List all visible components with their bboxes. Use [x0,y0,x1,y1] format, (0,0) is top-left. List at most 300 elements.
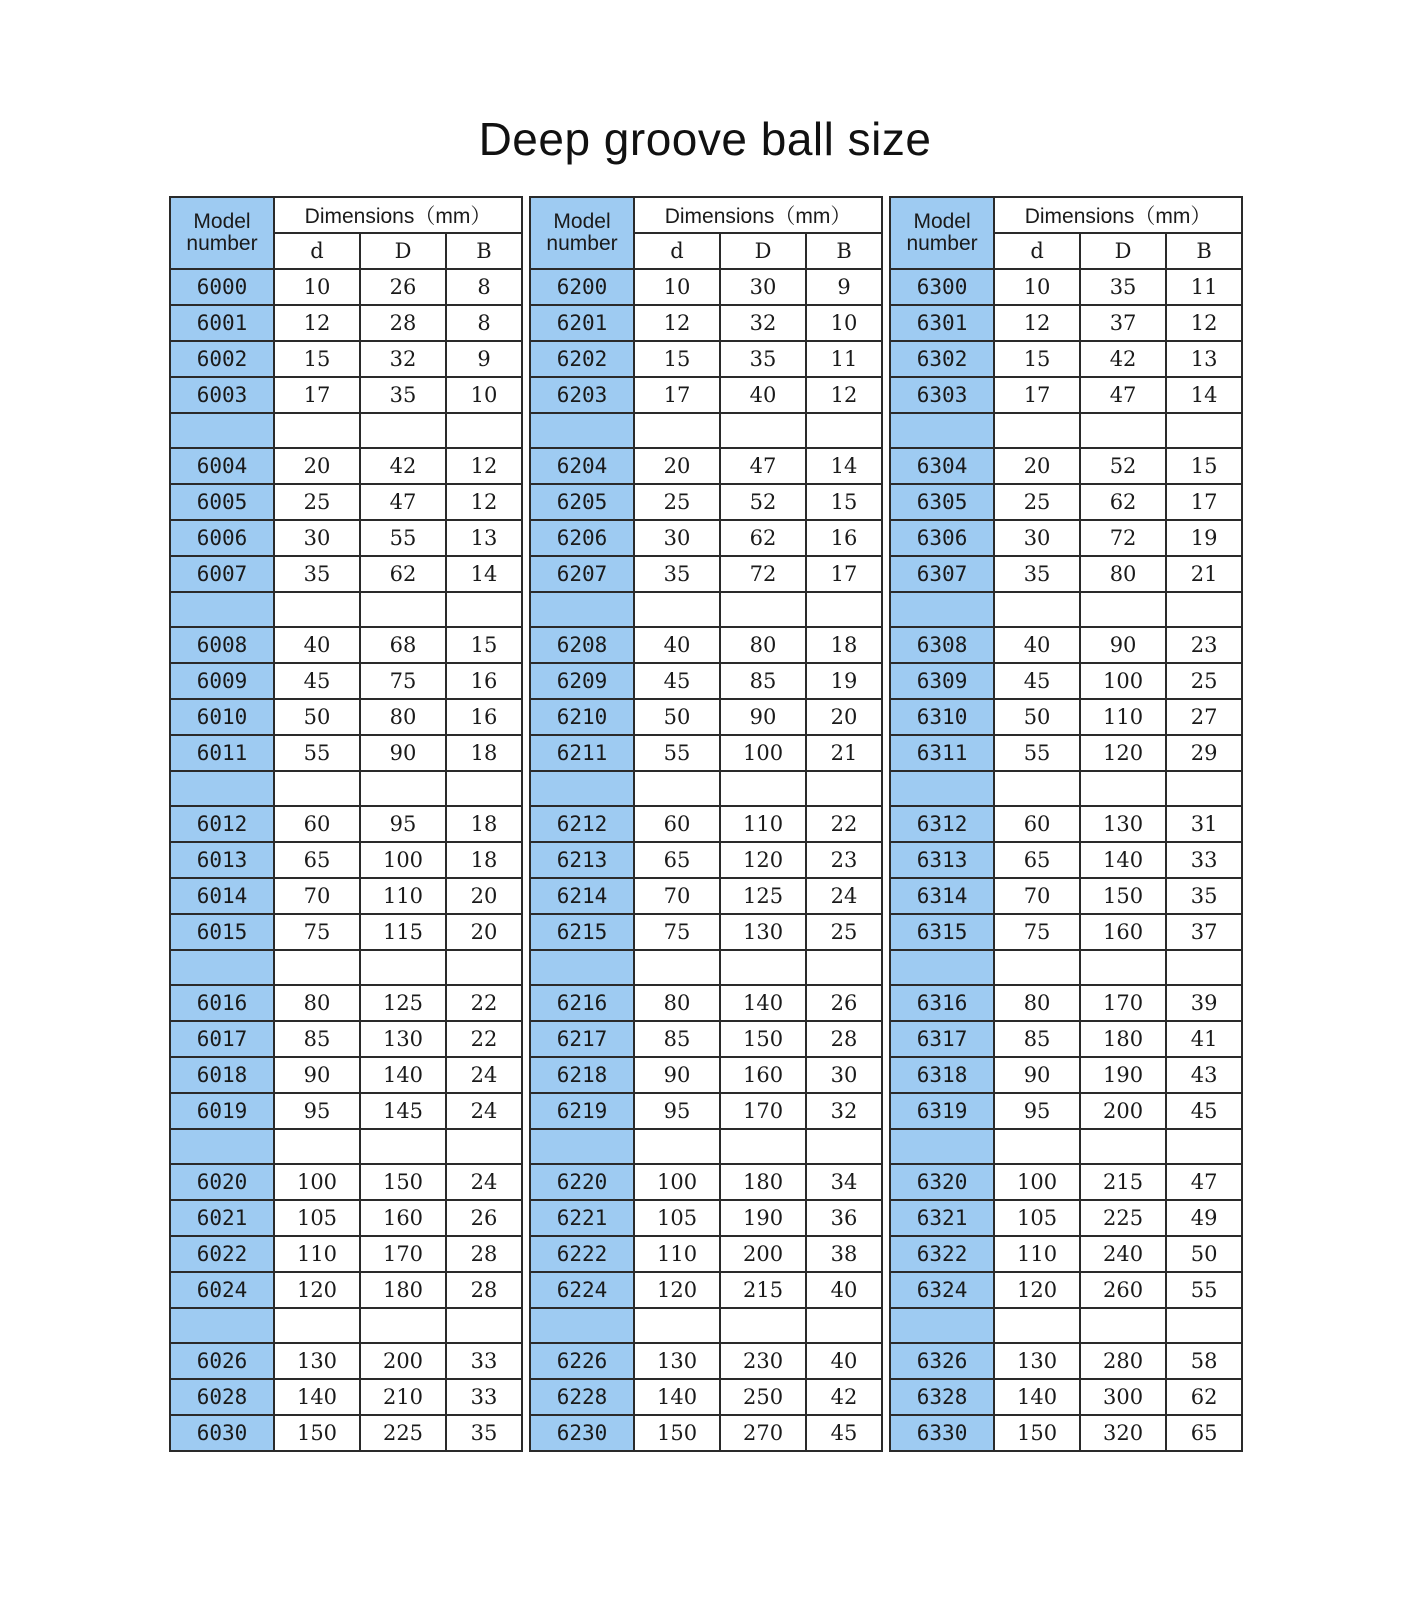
width-cell: 16 [446,699,522,735]
width-cell: 12 [446,448,522,484]
inner-diameter-cell: 70 [994,878,1080,914]
bearing-size-tables [169,196,1241,1444]
outer-diameter-cell: 210 [360,1379,446,1415]
outer-diameter-cell: 150 [720,1021,806,1057]
inner-diameter-cell: 150 [634,1415,720,1451]
spacer-row [890,1129,1242,1164]
outer-diameter-cell: 35 [1080,269,1166,305]
inner-diameter-cell: 25 [274,484,360,520]
width-cell: 35 [1166,878,1242,914]
model-number-cell: 6318 [890,1057,994,1093]
outer-diameter-cell: 130 [720,914,806,950]
inner-diameter-cell: 12 [634,305,720,341]
width-cell: 33 [446,1343,522,1379]
outer-diameter-cell: 100 [720,735,806,771]
outer-diameter-cell: 170 [1080,985,1166,1021]
inner-diameter-cell: 70 [634,878,720,914]
model-number-cell: 6002 [170,341,274,377]
model-number-cell: 6028 [170,1379,274,1415]
model-number-cell: 6216 [530,985,634,1021]
spacer-cell [446,1129,522,1164]
width-cell: 20 [446,914,522,950]
inner-diameter-cell: 150 [994,1415,1080,1451]
table-row [170,1057,522,1093]
spacer-row [170,592,522,627]
model-number-cell: 6317 [890,1021,994,1057]
table-row [890,341,1242,377]
table-row [170,663,522,699]
model-number-cell: 6015 [170,914,274,950]
table-row [530,341,882,377]
model-number-cell: 6018 [170,1057,274,1093]
spacer-row [170,771,522,806]
table-row [530,305,882,341]
model-number-cell: 6021 [170,1200,274,1236]
spacer-row [170,1129,522,1164]
outer-diameter-cell: 160 [360,1200,446,1236]
width-cell: 42 [806,1379,882,1415]
column-header-inner-d: d [634,233,720,269]
page-title: Deep groove ball size [478,113,932,165]
outer-diameter-cell: 85 [720,663,806,699]
outer-diameter-cell: 72 [720,556,806,592]
width-cell: 22 [806,806,882,842]
width-cell: 43 [1166,1057,1242,1093]
table-row [530,1200,882,1236]
model-number-cell: 6013 [170,842,274,878]
table-row [170,806,522,842]
model-number-cell: 6310 [890,699,994,735]
outer-diameter-cell: 52 [720,484,806,520]
model-number-cell: 6312 [890,806,994,842]
width-cell: 19 [1166,520,1242,556]
table-row [170,878,522,914]
outer-diameter-cell: 125 [360,985,446,1021]
outer-diameter-cell: 35 [360,377,446,413]
spacer-cell [530,1308,634,1343]
width-cell: 20 [446,878,522,914]
model-number-cell: 6320 [890,1164,994,1200]
outer-diameter-cell: 47 [360,484,446,520]
width-cell: 14 [446,556,522,592]
inner-diameter-cell: 35 [994,556,1080,592]
width-cell: 12 [806,377,882,413]
spacer-cell [1166,413,1242,448]
size-table [889,196,1243,1452]
width-cell: 10 [806,305,882,341]
table-row [890,699,1242,735]
spacer-cell [360,592,446,627]
spacer-cell [274,950,360,985]
model-number-cell: 6214 [530,878,634,914]
width-cell: 25 [806,914,882,950]
model-number-cell: 6204 [530,448,634,484]
spacer-cell [806,592,882,627]
table-row [530,663,882,699]
spacer-cell [634,413,720,448]
outer-diameter-cell: 32 [720,305,806,341]
spacer-cell [634,1308,720,1343]
width-cell: 16 [446,663,522,699]
table-row [890,377,1242,413]
model-number-cell: 6217 [530,1021,634,1057]
table-row [170,1272,522,1308]
spacer-cell [360,771,446,806]
spacer-cell [890,592,994,627]
width-cell: 15 [806,484,882,520]
table-row [530,735,882,771]
inner-diameter-cell: 120 [994,1272,1080,1308]
outer-diameter-cell: 80 [1080,556,1166,592]
table-row [890,520,1242,556]
outer-diameter-cell: 270 [720,1415,806,1451]
model-number-cell: 6322 [890,1236,994,1272]
table-row [890,627,1242,663]
spacer-cell [170,950,274,985]
column-header-outer-D: D [1080,233,1166,269]
model-number-cell: 6315 [890,914,994,950]
header-row [530,197,882,233]
width-cell: 39 [1166,985,1242,1021]
outer-diameter-cell: 90 [720,699,806,735]
table-row [170,914,522,950]
spacer-cell [634,771,720,806]
spacer-cell [994,950,1080,985]
spacer-cell [1166,1129,1242,1164]
inner-diameter-cell: 80 [274,985,360,1021]
inner-diameter-cell: 120 [274,1272,360,1308]
inner-diameter-cell: 15 [994,341,1080,377]
table-row [530,627,882,663]
spacer-cell [446,592,522,627]
spacer-cell [1080,1308,1166,1343]
table-row [170,1379,522,1415]
outer-diameter-cell: 215 [1080,1164,1166,1200]
width-cell: 23 [806,842,882,878]
model-number-cell: 6302 [890,341,994,377]
table-row [890,1272,1242,1308]
column-header-inner-d: d [274,233,360,269]
outer-diameter-cell: 200 [720,1236,806,1272]
spacer-row [530,1308,882,1343]
size-table [529,196,883,1452]
inner-diameter-cell: 15 [634,341,720,377]
spacer-cell [170,1308,274,1343]
width-cell: 24 [806,878,882,914]
dimensions-header: Dimensions（mm） [634,197,882,233]
width-cell: 11 [1166,269,1242,305]
outer-diameter-cell: 32 [360,341,446,377]
model-number-cell: 6326 [890,1343,994,1379]
outer-diameter-cell: 225 [360,1415,446,1451]
width-cell: 16 [806,520,882,556]
table-row [890,269,1242,305]
outer-diameter-cell: 240 [1080,1236,1166,1272]
spacer-cell [1080,413,1166,448]
spacer-cell [994,1129,1080,1164]
table-row [890,1236,1242,1272]
column-header-width-B: B [446,233,522,269]
inner-diameter-cell: 130 [994,1343,1080,1379]
model-number-cell: 6309 [890,663,994,699]
width-cell: 21 [806,735,882,771]
spacer-cell [890,950,994,985]
table-row [530,1272,882,1308]
table-row [890,1415,1242,1451]
width-cell: 25 [1166,663,1242,699]
outer-diameter-cell: 160 [720,1057,806,1093]
outer-diameter-cell: 62 [360,556,446,592]
table-row [890,735,1242,771]
spacer-row [530,950,882,985]
model-number-cell: 6016 [170,985,274,1021]
outer-diameter-cell: 190 [1080,1057,1166,1093]
spacer-cell [360,1129,446,1164]
model-number-cell: 6010 [170,699,274,735]
spacer-row [890,950,1242,985]
width-cell: 55 [1166,1272,1242,1308]
outer-diameter-cell: 100 [1080,663,1166,699]
model-number-cell: 6203 [530,377,634,413]
inner-diameter-cell: 12 [994,305,1080,341]
model-number-cell: 6207 [530,556,634,592]
model-number-cell: 6202 [530,341,634,377]
model-number-cell: 6030 [170,1415,274,1451]
spacer-cell [890,771,994,806]
spacer-cell [890,1308,994,1343]
width-cell: 32 [806,1093,882,1129]
table-row [530,1021,882,1057]
width-cell: 12 [1166,305,1242,341]
inner-diameter-cell: 55 [634,735,720,771]
model-number-cell: 6222 [530,1236,634,1272]
column-header-outer-D: D [720,233,806,269]
table-row [530,1343,882,1379]
inner-diameter-cell: 30 [274,520,360,556]
table-row [530,985,882,1021]
outer-diameter-cell: 26 [360,269,446,305]
table-row [890,985,1242,1021]
outer-diameter-cell: 320 [1080,1415,1166,1451]
model-number-cell: 6213 [530,842,634,878]
model-number-cell: 6304 [890,448,994,484]
spacer-row [890,592,1242,627]
table-row [170,985,522,1021]
model-number-cell: 6019 [170,1093,274,1129]
table-row [530,448,882,484]
outer-diameter-cell: 42 [1080,341,1166,377]
width-cell: 45 [1166,1093,1242,1129]
spacer-cell [530,950,634,985]
table-row [170,1021,522,1057]
table-row [890,448,1242,484]
outer-diameter-cell: 150 [1080,878,1166,914]
width-cell: 22 [446,1021,522,1057]
outer-diameter-cell: 130 [1080,806,1166,842]
spacer-cell [994,1308,1080,1343]
width-cell: 35 [446,1415,522,1451]
width-cell: 15 [1166,448,1242,484]
spacer-cell [170,1129,274,1164]
width-cell: 9 [446,341,522,377]
inner-diameter-cell: 75 [994,914,1080,950]
spacer-cell [806,413,882,448]
width-cell: 13 [446,520,522,556]
model-number-cell: 6211 [530,735,634,771]
model-number-cell: 6201 [530,305,634,341]
inner-diameter-cell: 60 [994,806,1080,842]
inner-diameter-cell: 45 [634,663,720,699]
table-row [530,556,882,592]
spacer-row [530,1129,882,1164]
spacer-cell [720,592,806,627]
spacer-cell [994,413,1080,448]
model-number-cell: 6208 [530,627,634,663]
inner-diameter-cell: 80 [634,985,720,1021]
model-number-cell: 6200 [530,269,634,305]
model-number-cell: 6009 [170,663,274,699]
outer-diameter-cell: 170 [360,1236,446,1272]
outer-diameter-cell: 160 [1080,914,1166,950]
width-cell: 22 [446,985,522,1021]
inner-diameter-cell: 12 [274,305,360,341]
inner-diameter-cell: 105 [994,1200,1080,1236]
inner-diameter-cell: 100 [634,1164,720,1200]
spacer-cell [446,950,522,985]
outer-diameter-cell: 110 [1080,699,1166,735]
header-row [890,197,1242,233]
table-row [530,806,882,842]
table-row [890,914,1242,950]
outer-diameter-cell: 125 [720,878,806,914]
spacer-cell [360,413,446,448]
spacer-cell [360,950,446,985]
spacer-row [530,413,882,448]
width-cell: 8 [446,305,522,341]
table-row [530,1057,882,1093]
inner-diameter-cell: 100 [994,1164,1080,1200]
inner-diameter-cell: 100 [274,1164,360,1200]
outer-diameter-cell: 200 [1080,1093,1166,1129]
model-number-cell: 6228 [530,1379,634,1415]
model-number-cell: 6024 [170,1272,274,1308]
model-number-cell: 6017 [170,1021,274,1057]
outer-diameter-cell: 90 [1080,627,1166,663]
table-row [890,1343,1242,1379]
width-cell: 47 [1166,1164,1242,1200]
inner-diameter-cell: 20 [994,448,1080,484]
width-cell: 62 [1166,1379,1242,1415]
inner-diameter-cell: 30 [994,520,1080,556]
spacer-cell [1080,771,1166,806]
table-row [890,1057,1242,1093]
inner-diameter-cell: 105 [634,1200,720,1236]
outer-diameter-cell: 225 [1080,1200,1166,1236]
outer-diameter-cell: 170 [720,1093,806,1129]
table-row [170,735,522,771]
width-cell: 31 [1166,806,1242,842]
inner-diameter-cell: 80 [994,985,1080,1021]
outer-diameter-cell: 120 [1080,735,1166,771]
width-cell: 40 [806,1343,882,1379]
table-row [890,305,1242,341]
header-row [170,197,522,233]
model-number-header: Model number [170,197,274,269]
spacer-cell [806,1129,882,1164]
inner-diameter-cell: 17 [994,377,1080,413]
outer-diameter-cell: 280 [1080,1343,1166,1379]
model-number-cell: 6022 [170,1236,274,1272]
width-cell: 14 [806,448,882,484]
inner-diameter-cell: 150 [274,1415,360,1451]
outer-diameter-cell: 100 [360,842,446,878]
model-number-cell: 6303 [890,377,994,413]
inner-diameter-cell: 45 [994,663,1080,699]
table-row [170,1200,522,1236]
outer-diameter-cell: 130 [360,1021,446,1057]
table-row [170,377,522,413]
spacer-cell [1080,1129,1166,1164]
width-cell: 28 [446,1236,522,1272]
width-cell: 36 [806,1200,882,1236]
spacer-cell [170,413,274,448]
outer-diameter-cell: 180 [1080,1021,1166,1057]
model-number-cell: 6006 [170,520,274,556]
outer-diameter-cell: 200 [360,1343,446,1379]
inner-diameter-cell: 140 [634,1379,720,1415]
width-cell: 18 [446,735,522,771]
inner-diameter-cell: 85 [634,1021,720,1057]
model-number-cell: 6001 [170,305,274,341]
table-row [170,842,522,878]
model-number-cell: 6324 [890,1272,994,1308]
model-number-cell: 6313 [890,842,994,878]
width-cell: 19 [806,663,882,699]
width-cell: 13 [1166,341,1242,377]
spacer-cell [360,1308,446,1343]
spacer-cell [274,1308,360,1343]
table-row [530,520,882,556]
width-cell: 24 [446,1093,522,1129]
width-cell: 12 [446,484,522,520]
inner-diameter-cell: 65 [274,842,360,878]
inner-diameter-cell: 17 [634,377,720,413]
spacer-cell [446,413,522,448]
width-cell: 20 [806,699,882,735]
table-row [170,448,522,484]
table-row [170,1415,522,1451]
table-row [170,1343,522,1379]
inner-diameter-cell: 40 [994,627,1080,663]
spacer-cell [720,1308,806,1343]
width-cell: 21 [1166,556,1242,592]
model-number-cell: 6306 [890,520,994,556]
inner-diameter-cell: 25 [634,484,720,520]
width-cell: 18 [806,627,882,663]
inner-diameter-cell: 75 [274,914,360,950]
width-cell: 26 [446,1200,522,1236]
model-number-cell: 6020 [170,1164,274,1200]
inner-diameter-cell: 10 [274,269,360,305]
spacer-row [530,771,882,806]
model-number-cell: 6300 [890,269,994,305]
inner-diameter-cell: 95 [634,1093,720,1129]
table-row [890,1379,1242,1415]
width-cell: 17 [1166,484,1242,520]
width-cell: 9 [806,269,882,305]
spacer-cell [720,413,806,448]
inner-diameter-cell: 40 [634,627,720,663]
